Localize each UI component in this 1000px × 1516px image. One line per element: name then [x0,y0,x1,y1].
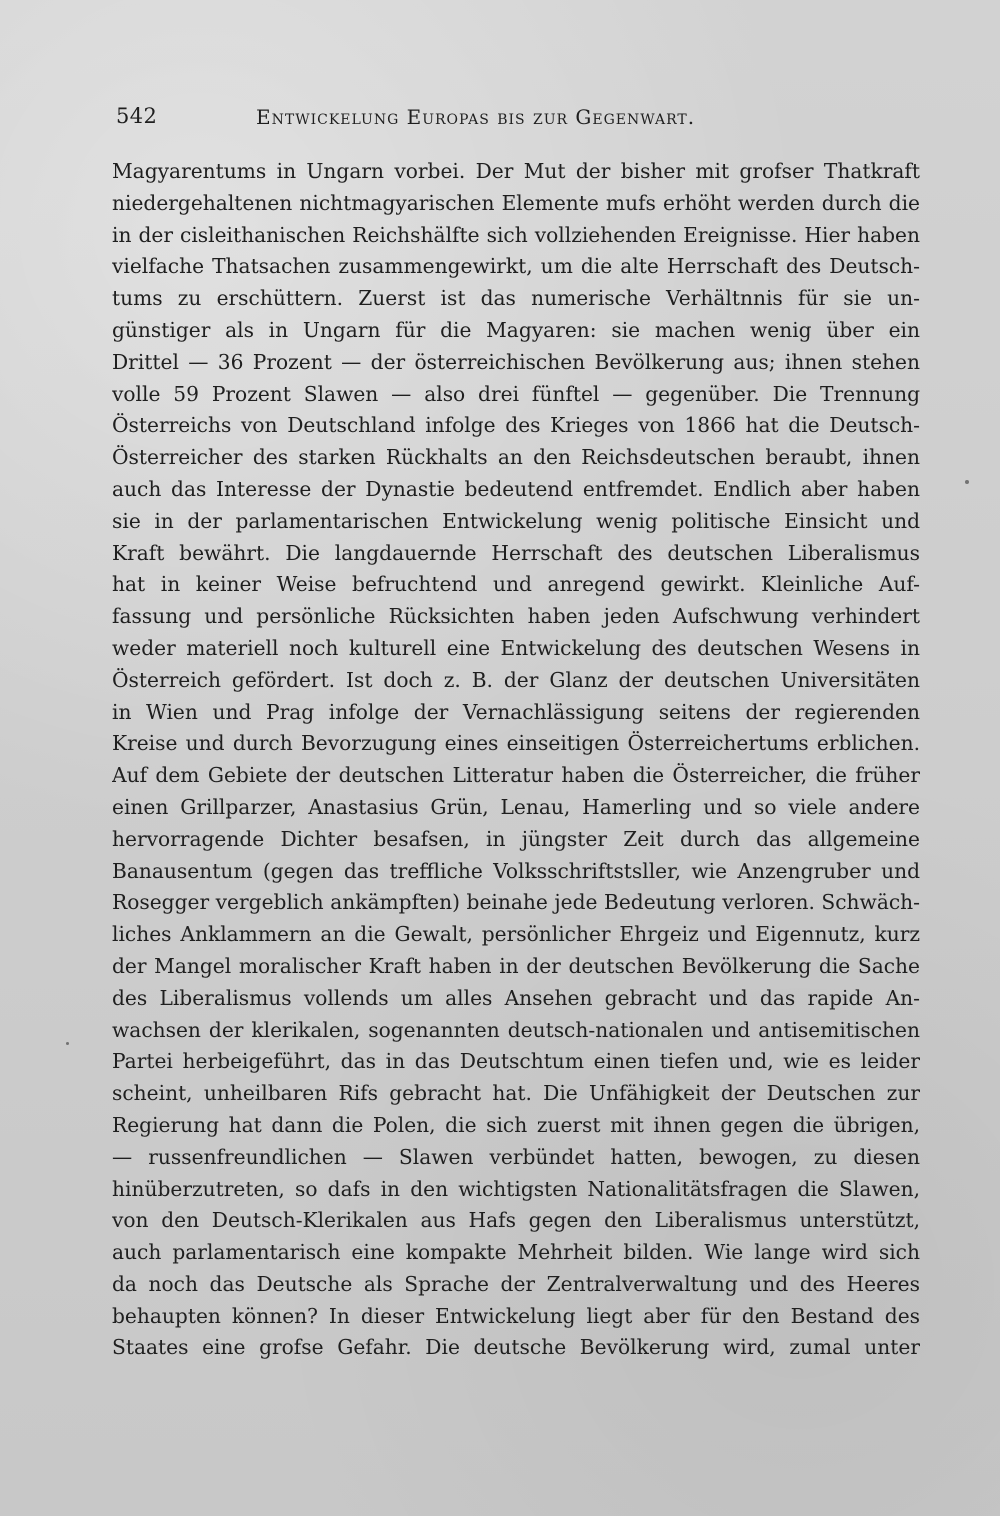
text-line: günstiger als in Ungarn für die Magyaren: sie machen wenig über ein [112,317,920,342]
text-line: hinüberzutreten, so dafs in den wichtigsten Nationalitätsfragen die Slawen, [112,1176,920,1201]
text-line: fassung und persönliche Rücksichten haben jeden Aufschwung verhindert [112,604,920,629]
text-line: auch das Interesse der Dynastie bedeutend entfremdet. Endlich aber haben [112,476,920,501]
running-title: Entwickelung Europas bis zur Gegenwart. [256,105,696,129]
text-line: in Wien und Prag infolge der Vernachlässigung seitens der regierenden [112,699,920,724]
text-line: Staates eine grofse Gefahr. Die deutsche Bevölkerung wird, zumal unter [112,1335,920,1360]
text-line: wachsen der klerikalen, sogenannten deutsch-nationalen und antisemitischen [112,1017,920,1042]
text-line: Kraft bewährt. Die langdauernde Herrschaft des deutschen Liberalismus [112,540,920,565]
text-line: auch parlamentarisch eine kompakte Mehrheit bilden. Wie lange wird sich [112,1240,920,1265]
text-line: Rosegger vergeblich ankämpften) beinahe jede Bedeutung verloren. Schwäch- [112,890,920,915]
text-line: der Mangel moralischer Kraft haben in der deutschen Bevölkerung die Sache [112,953,920,978]
text-line: hat in keiner Weise befruchtend und anregend gewirkt. Kleinliche Auf- [112,572,920,597]
text-line: Österreich gefördert. Ist doch z. B. der Glanz der deutschen Universitäten [112,667,920,692]
text-line: scheint, unheilbaren Rifs gebracht hat. Die Unfähigkeit der Deutschen zur [112,1081,920,1106]
text-line: da noch das Deutsche als Sprache der Zentralverwaltung und des Heeres [112,1271,920,1296]
text-line: in der cisleithanischen Reichshälfte sich vollziehenden Ereignisse. Hier haben [112,222,920,247]
text-line: sie in der parlamentarischen Entwickelung wenig politische Einsicht und [112,508,920,533]
body-text [112,156,920,1364]
text-line: niedergehaltenen nichtmagyarischen Elemente mufs erhöht werden durch die [112,190,920,215]
text-line: Auf dem Gebiete der deutschen Litteratur haben die Österreicher, die früher [112,763,920,788]
text-line: Österreicher des starken Rückhalts an den Reichsdeutschen beraubt, ihnen [112,445,920,470]
text-line: von den Deutsch-Klerikalen aus Hafs gegen den Liberalismus unterstützt, [112,1208,920,1233]
text-line: liches Anklammern an die Gewalt, persönlicher Ehrgeiz und Eigennutz, kurz [112,922,920,947]
text-line: des Liberalismus vollends um alles Ansehen gebracht und das rapide An- [112,985,920,1010]
text-line: — russenfreundlichen — Slawen verbündet hatten, bewogen, zu diesen [112,1144,920,1169]
text-line: Kreise und durch Bevorzugung eines einseitigen Österreichertums erblichen. [112,731,920,756]
page-header [116,104,806,136]
text-line: vielfache Thatsachen zusammengewirkt, um die alte Herrschaft des Deutsch- [112,254,920,279]
paper-speck [66,1042,69,1045]
text-line: volle 59 Prozent Slawen — also drei fünftel — gegenüber. Die Trennung [112,381,920,406]
text-line: hervorragende Dichter besafsen, in jüngster Zeit durch das allgemeine [112,826,920,851]
paper-speck [965,480,969,484]
text-line: Partei herbeigeführt, das in das Deutschtum einen tiefen und, wie es leider [112,1049,920,1074]
text-line: Magyarentums in Ungarn vorbei. Der Mut der bisher mit grofser Thatkraft [112,159,920,183]
text-line: weder materiell noch kulturell eine Entwickelung des deutschen Wesens in [112,635,920,660]
text-line: Banausentum (gegen das treffliche Volksschriftstsller, wie Anzengruber und [112,858,920,883]
text-line: einen Grillparzer, Anastasius Grün, Lenau, Hamerling und so viele andere [112,794,920,819]
text-line: tums zu erschüttern. Zuerst ist das numerische Verhältnnis für sie un- [112,286,920,311]
text-line: behaupten können? In dieser Entwickelung liegt aber für den Bestand des [112,1303,920,1328]
text-line: Regierung hat dann die Polen, die sich zuerst mit ihnen gegen die übrigen, [112,1112,920,1137]
text-line: Österreichs von Deutschland infolge des Krieges von 1866 hat die Deutsch- [112,413,920,438]
page-number: 542 [116,104,158,128]
text-line: Drittel — 36 Prozent — der österreichischen Bevölkerung aus; ihnen stehen [112,349,920,374]
